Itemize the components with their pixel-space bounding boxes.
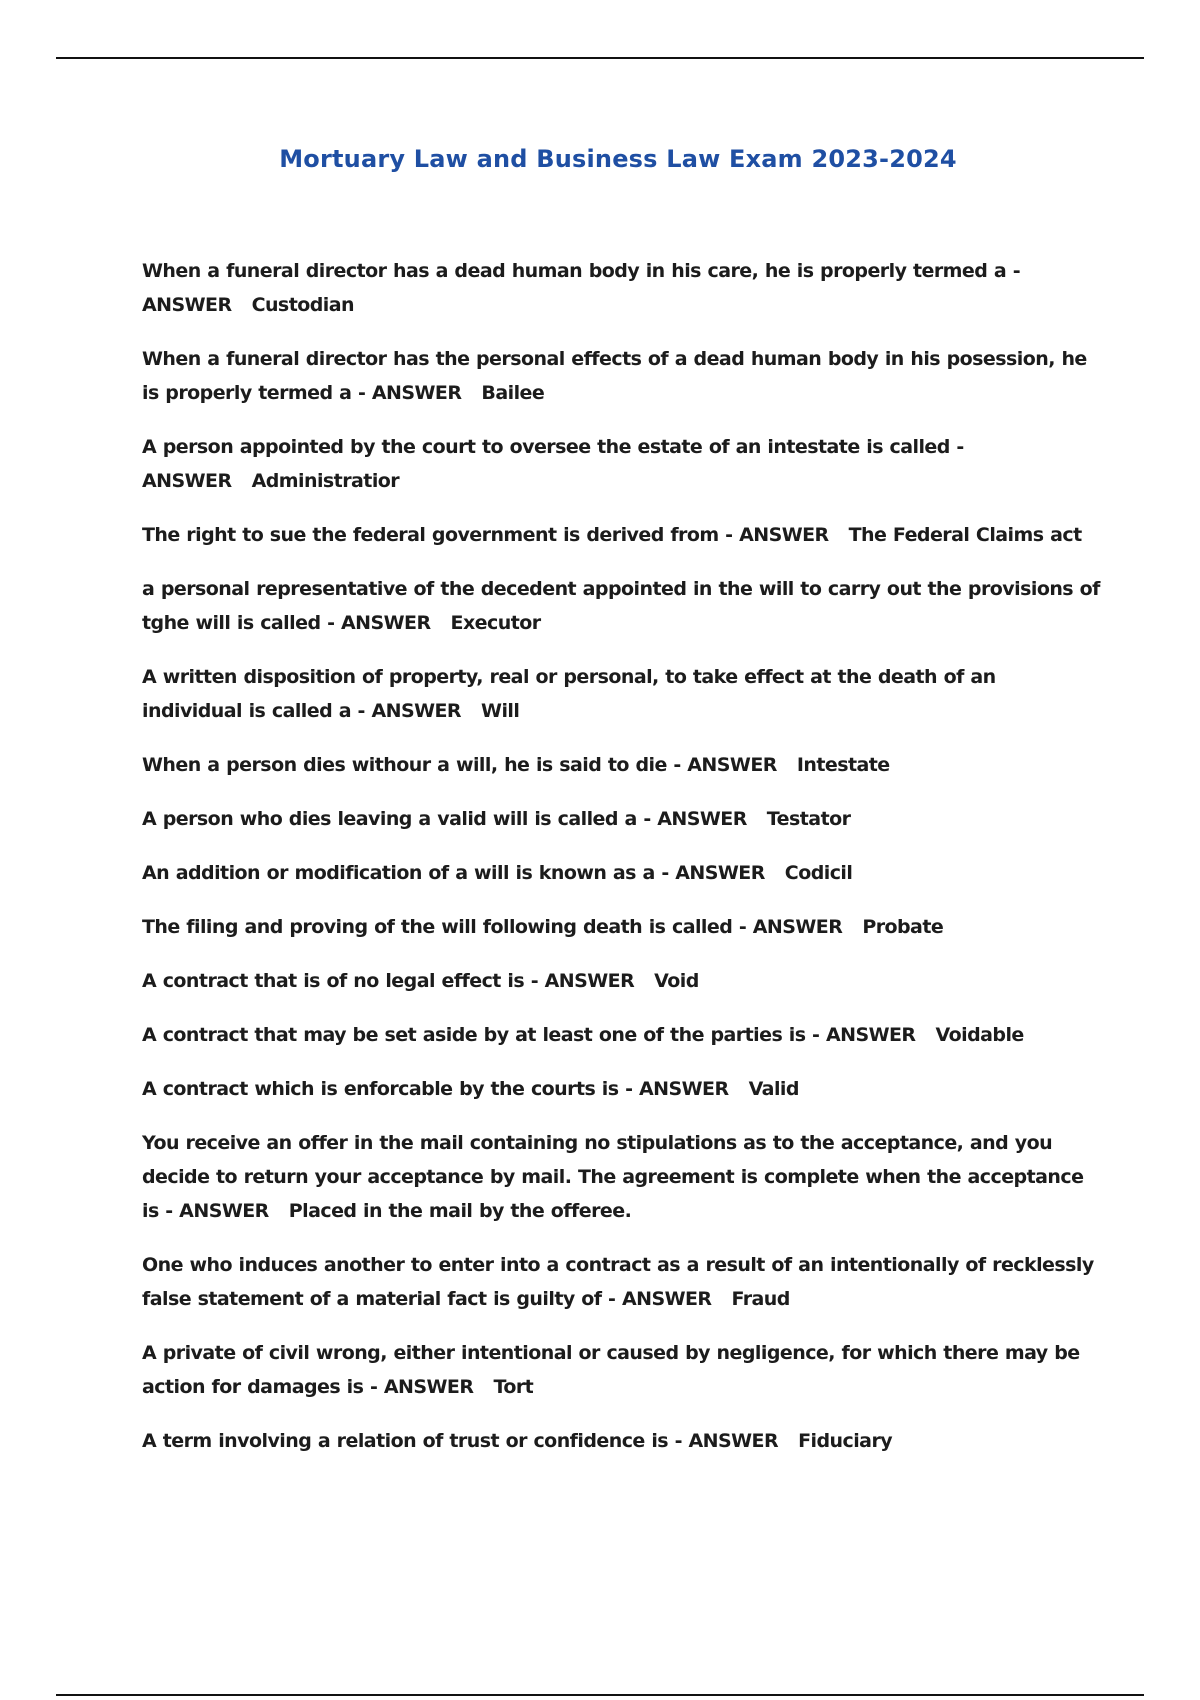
qa-item — [142, 856, 1102, 890]
question-text: The right to sue the federal government is derived from - ANSWER — [142, 524, 829, 546]
question-text: A person appointed by the court to oversee the estate of an intestate is called - ANSWER — [142, 436, 964, 492]
question-text: a personal representative of the decedent appointed in the will to carry out the provisions of tghe will is called - ANSWER — [142, 578, 1100, 634]
qa-item — [142, 660, 1102, 728]
footer-rule — [56, 1694, 1144, 1696]
answer-text: Administratior — [251, 470, 400, 492]
qa-item — [142, 254, 1102, 322]
answer-text: The Federal Claims act — [848, 524, 1082, 546]
answer-text: Fraud — [731, 1288, 790, 1310]
question-text: When a funeral director has a dead human body in his care, he is properly termed a - ANSWER — [142, 260, 1021, 316]
header-rule — [56, 57, 1144, 59]
qa-item — [142, 1018, 1102, 1052]
answer-text: Bailee — [481, 382, 545, 404]
document-title: Mortuary Law and Business Law Exam 2023-2024 — [279, 145, 957, 173]
qa-item — [142, 964, 1102, 998]
qa-item — [142, 1126, 1102, 1228]
qa-item — [142, 1424, 1102, 1458]
answer-text: Executor — [450, 612, 541, 634]
qa-item — [142, 748, 1102, 782]
qa-list — [142, 254, 1102, 1478]
question-text: An addition or modification of a will is known as a - ANSWER — [142, 862, 765, 884]
question-text: The filing and proving of the will following death is called - ANSWER — [142, 916, 843, 938]
answer-text: Codicil — [784, 862, 853, 884]
question-text: A term involving a relation of trust or confidence is - ANSWER — [142, 1430, 779, 1452]
qa-item — [142, 1072, 1102, 1106]
answer-text: Voidable — [935, 1024, 1024, 1046]
answer-text: Testator — [766, 808, 851, 830]
question-text: A person who dies leaving a valid will is called a - ANSWER — [142, 808, 747, 830]
question-text: A contract which is enforcable by the courts is - ANSWER — [142, 1078, 729, 1100]
qa-item — [142, 802, 1102, 836]
answer-text: Fiduciary — [798, 1430, 893, 1452]
qa-item — [142, 572, 1102, 640]
answer-text: Custodian — [251, 294, 354, 316]
qa-item — [142, 342, 1102, 410]
question-text: A written disposition of property, real or personal, to take effect at the death of an individual is called a - ANSWER — [142, 666, 996, 722]
answer-text: Void — [654, 970, 699, 992]
question-text: When a person dies withour a will, he is said to die - ANSWER — [142, 754, 777, 776]
answer-text: Valid — [748, 1078, 799, 1100]
answer-text: Placed in the mail by the offeree. — [288, 1200, 632, 1222]
question-text: When a funeral director has the personal effects of a dead human body in his posession, he is properly termed a - ANSWER — [142, 348, 1087, 404]
question-text: A contract that may be set aside by at least one of the parties is - ANSWER — [142, 1024, 916, 1046]
qa-item — [142, 910, 1102, 944]
question-text: You receive an offer in the mail containing no stipulations as to the acceptance, and you decide to return your acceptance by mail. The agreement is complete when the acceptance is - ANSWER — [142, 1132, 1084, 1222]
answer-text: Intestate — [796, 754, 890, 776]
answer-text: Probate — [862, 916, 944, 938]
question-text: A contract that is of no legal effect is - ANSWER — [142, 970, 635, 992]
question-text: A private of civil wrong, either intentional or caused by negligence, for which there may be action for damages is - ANSWER — [142, 1342, 1080, 1398]
answer-text: Tort — [493, 1376, 534, 1398]
answer-text: Will — [481, 700, 520, 722]
qa-item — [142, 1336, 1102, 1404]
qa-item — [142, 430, 1102, 498]
qa-item — [142, 518, 1102, 552]
question-text: One who induces another to enter into a contract as a result of an intentionally of recklessly false statement of a material fact is guilty of - ANSWER — [142, 1254, 1094, 1310]
qa-item — [142, 1248, 1102, 1316]
